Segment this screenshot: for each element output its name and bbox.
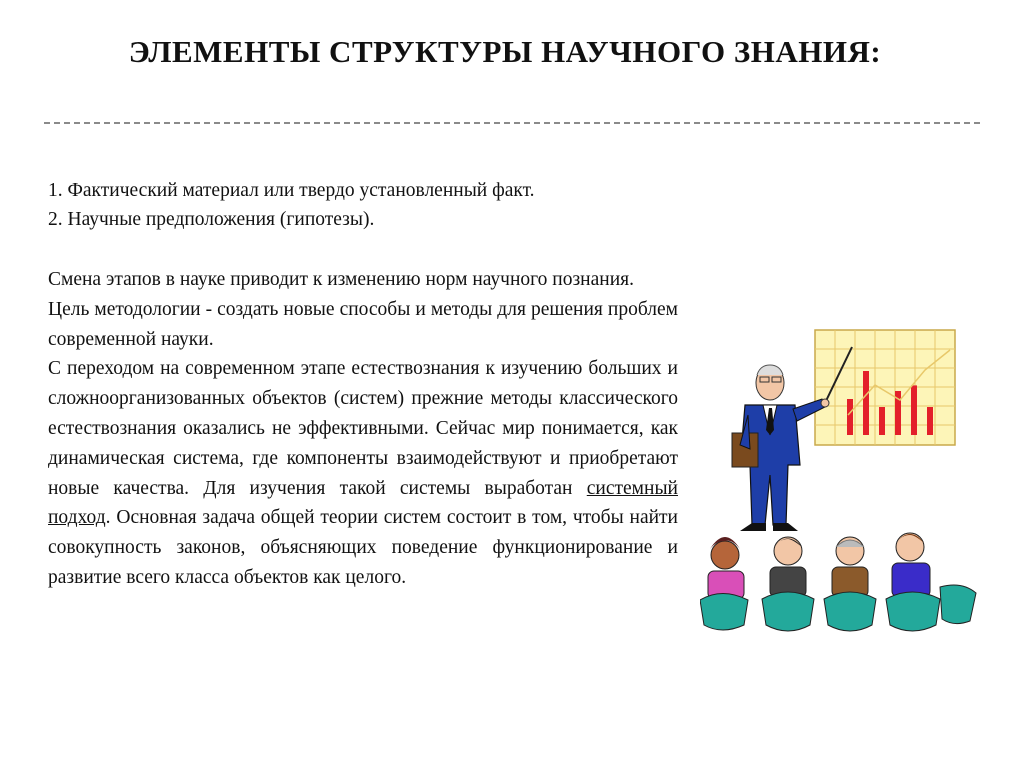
paragraph-systems-start: С переходом на современном этапе естествознания к изучению больших и сложноорганизованных объектов (систем) прежние методы классического естествознания оказались не эффективными. Сейчас мир понимается, как динамическая система, где компоненты взаимодействуют и приобретают новые качества. Для изучения такой системы выработан (48, 358, 678, 499)
systemic-term: системный (586, 477, 678, 499)
board-bar (863, 371, 869, 435)
paragraph-systems (48, 354, 678, 592)
paragraph-stages: Смена этапов в науке приводит к изменению норм научного познания. (48, 269, 634, 290)
board-bar (927, 407, 933, 435)
dashed-divider (44, 122, 980, 124)
list-item: 2. Научные предположения (гипотезы). (48, 209, 375, 230)
page-title: ЭЛЕМЕНТЫ СТРУКТУРЫ НАУЧНОГО ЗНАНИЯ: (128, 34, 882, 69)
presenter-with-audience-illustration (700, 325, 980, 645)
board-bar (911, 385, 917, 435)
chart-board (815, 330, 955, 445)
audience-figures (700, 533, 976, 631)
paragraph-methodology: Цель методологии - создать новые способы и методы для решения проблем современной науки. (48, 298, 678, 350)
paragraph-systems-end: . Основная задача общей теории систем состоит в том, чтобы найти совокупность законов, объясняющих поведение функционирование и развитие всего класса объектов как целого. (48, 507, 678, 588)
list-item: 1. Фактический материал или твердо установленный факт. (48, 180, 535, 201)
approach-term: подход (48, 507, 106, 529)
board-bar (879, 407, 885, 435)
body-text (48, 265, 678, 593)
board-bar (847, 399, 853, 435)
elements-list (48, 176, 535, 234)
